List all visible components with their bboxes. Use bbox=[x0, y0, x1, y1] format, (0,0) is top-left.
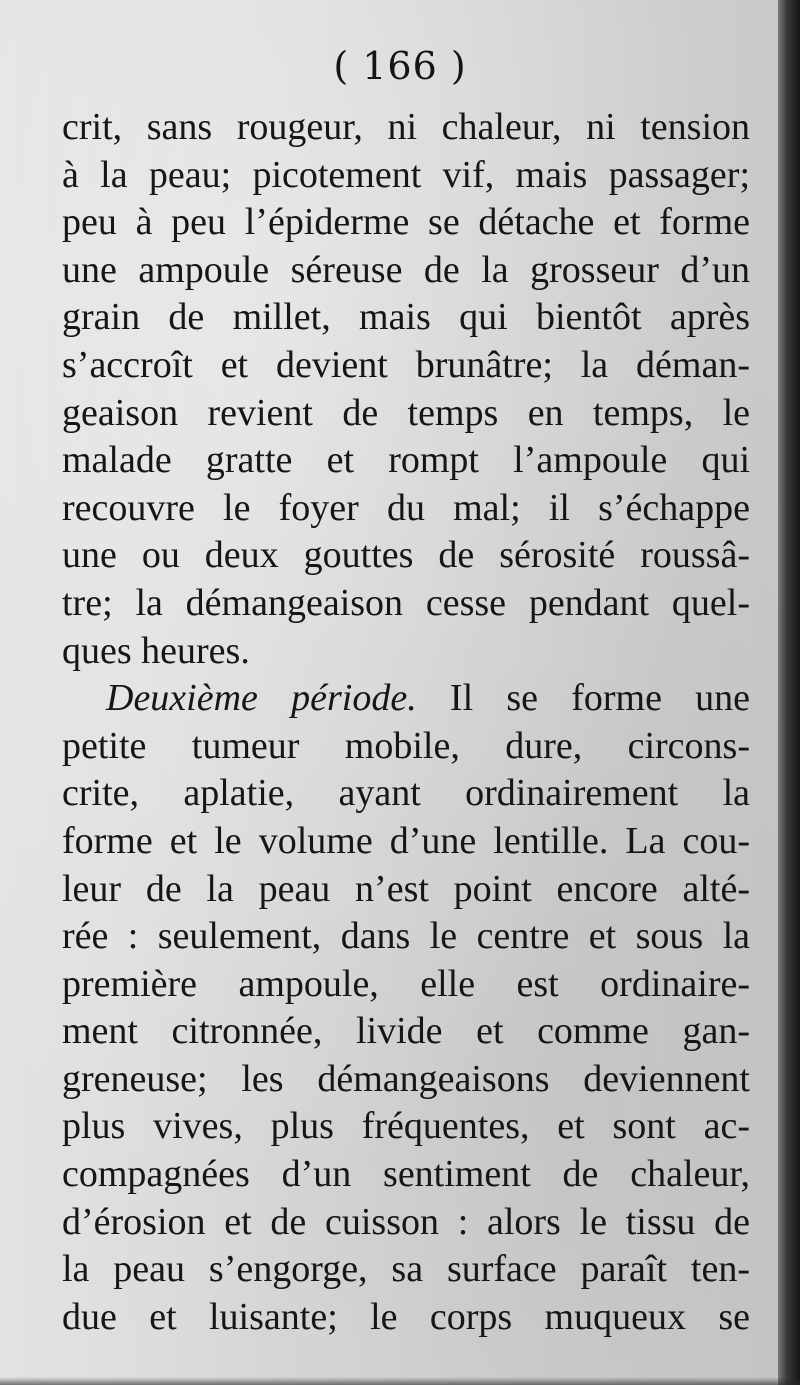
text-line: première ampoule, elle est ordinaire- bbox=[62, 962, 750, 1005]
text-line: geaison revient de temps en temps, le bbox=[62, 391, 750, 434]
text-line: crite, aplatie, ayant ordinairement la bbox=[62, 772, 750, 815]
text-line: tre; la démangeaison cesse pendant quel- bbox=[62, 581, 750, 624]
text-line: recouvre le foyer du mal; il s’échappe bbox=[62, 486, 750, 529]
section-heading: Deuxième période. bbox=[106, 677, 417, 720]
page-number: ( 166 ) bbox=[333, 44, 467, 88]
text-line: greneuse; les démangeaisons deviennent bbox=[62, 1057, 750, 1100]
text-line: la peau s’engorge, sa surface paraît ten- bbox=[62, 1248, 750, 1291]
text-line: une ou deux gouttes de sérosité roussâ- bbox=[62, 534, 750, 577]
paragraph-1 bbox=[62, 104, 750, 675]
page-binding-edge bbox=[778, 0, 800, 1385]
text-fragment: Il se forme une bbox=[449, 677, 751, 720]
text-line: rée : seulement, dans le centre et sous la bbox=[62, 915, 750, 958]
text-line: une ampoule séreuse de la grosseur d’un bbox=[62, 248, 750, 291]
text-line: compagnées d’un sentiment de chaleur, bbox=[62, 1153, 750, 1196]
text-line: crit, sans rougeur, ni chaleur, ni tension bbox=[62, 106, 750, 148]
text-line: due et luisante; le corps muqueux se bbox=[62, 1295, 750, 1338]
text-line: malade gratte et rompt l’ampoule qui bbox=[62, 439, 750, 482]
paragraph-2 bbox=[62, 675, 750, 1341]
text-line: ques heures. bbox=[62, 629, 250, 672]
text-line: s’accroît et devient brunâtre; la déman- bbox=[62, 343, 750, 386]
text-line: forme et le volume d’une lentille. La cou- bbox=[62, 819, 750, 862]
paragraph-2-first-line bbox=[62, 675, 750, 723]
text-line: plus vives, plus fréquentes, et sont ac- bbox=[62, 1105, 750, 1148]
text-line: ment citronnée, livide et comme gan- bbox=[62, 1010, 750, 1053]
text-line: leur de la peau n’est point encore alté- bbox=[62, 867, 750, 910]
text-line: peu à peu l’épiderme se détache et forme bbox=[62, 201, 750, 244]
page-body bbox=[62, 104, 750, 1341]
text-line: d’érosion et de cuisson : alors le tissu de bbox=[62, 1200, 750, 1243]
page-bottom-edge bbox=[0, 1377, 800, 1385]
text-line: petite tumeur mobile, dure, circons- bbox=[62, 724, 750, 767]
text-line: à la peau; picotement vif, mais passager; bbox=[62, 153, 750, 196]
text-line: grain de millet, mais qui bientôt après bbox=[62, 296, 750, 339]
